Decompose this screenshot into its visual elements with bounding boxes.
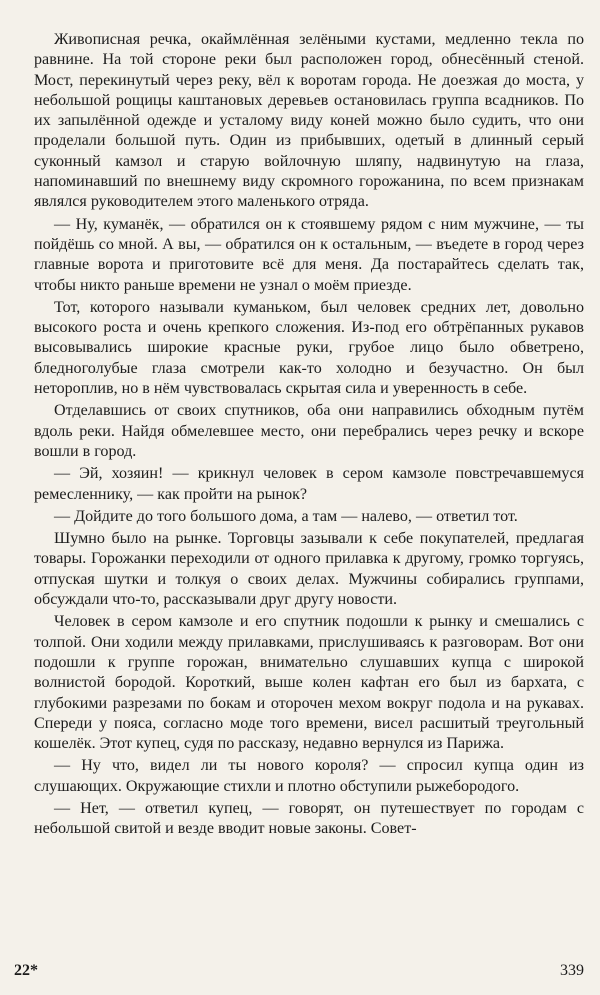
paragraph-3: Тот, которого называли куманьком, был человек средних лет, довольно высокого роста и очень крепкого сложения. Из-под его обтрёпанных рукавов высовывались широкие красные руки, грубое лицо было обветрено, бледноголубые глаза смотрели как-то холодно и безучастно. Он был нетороплив, но в нём чувствовалась скрытая сила и уверенность в себе.: [34, 298, 584, 398]
paragraph-4: Отделавшись от своих спутников, оба они направились обходным путём вдоль реки. Найдя обмелевшее место, они перебрались через речку и вскоре вошли в город.: [34, 402, 584, 460]
page-footer: [14, 962, 584, 984]
paragraph-6: — Дойдите до того большого дома, а там — налево, — ответил тот.: [54, 507, 518, 525]
page-number: 339: [560, 962, 584, 979]
signature-mark: 22*: [14, 962, 38, 979]
page-text: [34, 30, 584, 842]
paragraph-7: Шумно было на рынке. Торговцы зазывали к себе покупателей, предлагая товары. Горожанки переходили от одного прилавка к другому, громко торгуясь, отпуская шутки и толкуя о своих делах. Мужчины собирались группами, обсуждали что-то, рассказывали друг другу новости.: [34, 530, 584, 609]
paragraph-10: — Нет, — ответил купец, — говорят, он путешествует по городам с небольшой свитой и везде вводит новые законы. Совет-: [34, 799, 584, 838]
paragraph-5: — Эй, хозяин! — крикнул человек в сером камзоле повстречавшемуся ремесленнику, — как пройти на рынок?: [34, 465, 584, 503]
paragraph-2: — Ну, куманёк, — обратился он к стоявшему рядом с ним мужчине, — ты пойдёшь со мной. А вы, — обратился он к остальным, — въедете в город через главные ворота и приготовите всё для меня. Да постарайтесь сделать так, чтобы никто раньше времени не узнал о моём приезде.: [34, 215, 584, 294]
paragraph-1: Живописная речка, окаймлённая зелёными кустами, медленно текла по равнине. На той стороне реки был расположен город, обнесённый стеной. Мост, перекинутый через реку, вёл к воротам города. Не доезжая до моста, у небольшой рощицы каштановых деревьев остановилась группа всадников. По их запылённой одежде и усталому виду коней можно было судить, что они проделали большой путь. Один из прибывших, одетый в длинный серый суконный камзол и старую войлочную шляпу, надвинутую на глаза, напоминавший по внешнему виду скромного горожанина, по всем признакам являлся руководителем этого маленького отряда.: [34, 31, 584, 211]
paragraph-8: Человек в сером камзоле и его спутник подошли к рынку и смешались с толпой. Они ходили между прилавками, прислушиваясь к разговорам. Вот они подошли к группе горожан, внимательно слушавших купца с широкой волнистой бородой. Короткий, выше колен кафтан его был из бархата, с глубокими разрезами по бокам и оторочен мехом вокруг подола и на рукавах. Спереди у пояса, согласно моде того времени, висел расшитый треугольный кошелёк. Этот купец, судя по рассказу, недавно вернулся из Парижа.: [34, 613, 584, 753]
paragraph-9: — Ну что, видел ли ты нового короля? — спросил купца один из слушающих. Окружающие стихли и плотно обступили рыжебородого.: [34, 757, 584, 795]
